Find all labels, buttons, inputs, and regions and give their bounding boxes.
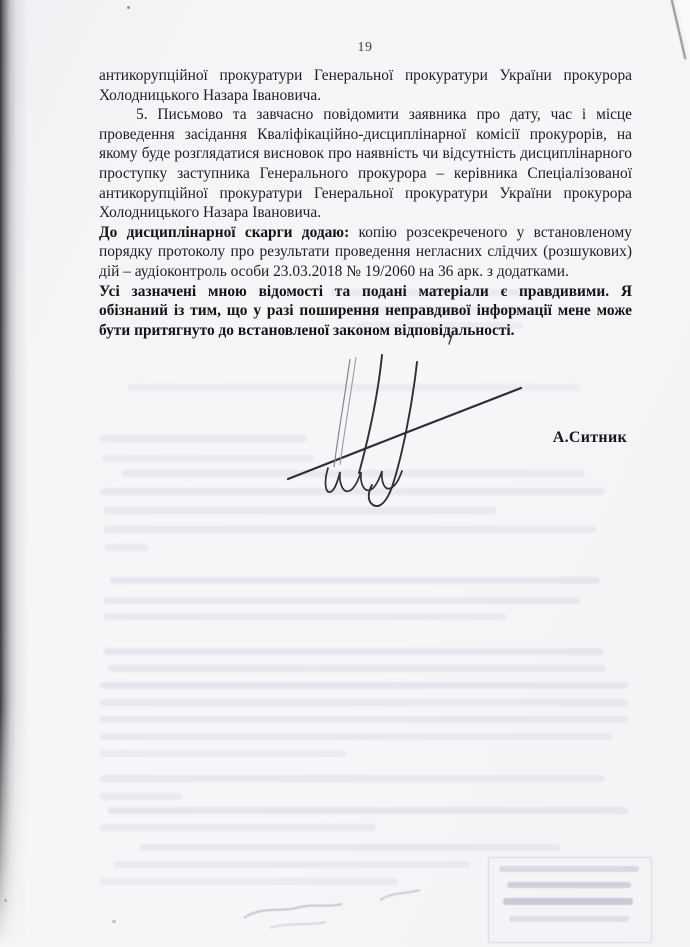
bleedthrough-line (104, 613, 506, 620)
page-number: 19 (357, 40, 373, 55)
bleedthrough-line (114, 861, 470, 868)
bleedthrough-line (100, 793, 182, 800)
bleedthrough-line (104, 526, 596, 533)
paragraph-item5: 5. Письмово та завчасно повідомити заявника про дату, час і місце проведення засідання Кваліфікаційно-дисциплінарної комісії прокурорів, на якому буде розглядатися висновок про наявність чи відсутність дисциплінарного проступку заступника Генерального прокурора – керівника Спеціалізованої антикорупційної прокуратури Генеральної прокуратури України прокурора Холодницького Назара Івановича. (99, 106, 632, 222)
scan-left-edge (0, 0, 28, 947)
attachments-lead: До дисциплінарної скарги додаю: (99, 223, 350, 241)
bleedthrough-line (100, 775, 605, 782)
bleedthrough-line (108, 807, 628, 814)
stamp-line (507, 882, 631, 888)
bleedthrough-line (100, 824, 376, 831)
signatory-name: А.Ситник (552, 429, 627, 446)
scan-speck (127, 6, 130, 9)
bleedthrough-line (100, 682, 628, 689)
attachments-rest: копію розсекреченого у встановленому порядку протоколу про результати проведення негласних слідчих (розшукових) дій – аудіоконтроль особи 23.03.2018 № 19/2060 на 36 арк. з додатками. (99, 223, 632, 280)
stamp-line (509, 916, 629, 922)
stamp-line (499, 866, 639, 872)
bleedthrough-line (100, 716, 628, 723)
bleedthrough-line (104, 597, 580, 604)
stamp-bleedthrough (488, 857, 652, 943)
stamp-line (503, 898, 633, 905)
document-body (99, 66, 632, 340)
bleedthrough-line (140, 844, 560, 851)
scan-speck (4, 899, 7, 902)
bleedthrough-line (110, 577, 600, 584)
bleedthrough-line (104, 648, 604, 655)
scan-speck (112, 920, 116, 923)
bleedthrough-line (108, 665, 606, 672)
bleedthrough-line (100, 733, 612, 740)
paragraph-truthfulness: Усі зазначені мною відомості та подані матеріали є правдивими. Я обізнаний із тим, що у разі поширення неправдивої інформації мене може бути притягнуто до встановленої законом відповідальності. (99, 282, 632, 339)
bleedthrough-line (100, 750, 346, 757)
paragraph-continuation: антикорупційної прокуратури Генеральної прокуратури України прокурора Холодницького Назара Івановича. (99, 67, 632, 104)
paragraph-attachments (99, 223, 632, 282)
handwritten-signature (240, 325, 530, 525)
bleedthrough-line (104, 544, 148, 551)
handwriting-bleedthrough (230, 878, 470, 933)
bleedthrough-line (100, 699, 628, 706)
